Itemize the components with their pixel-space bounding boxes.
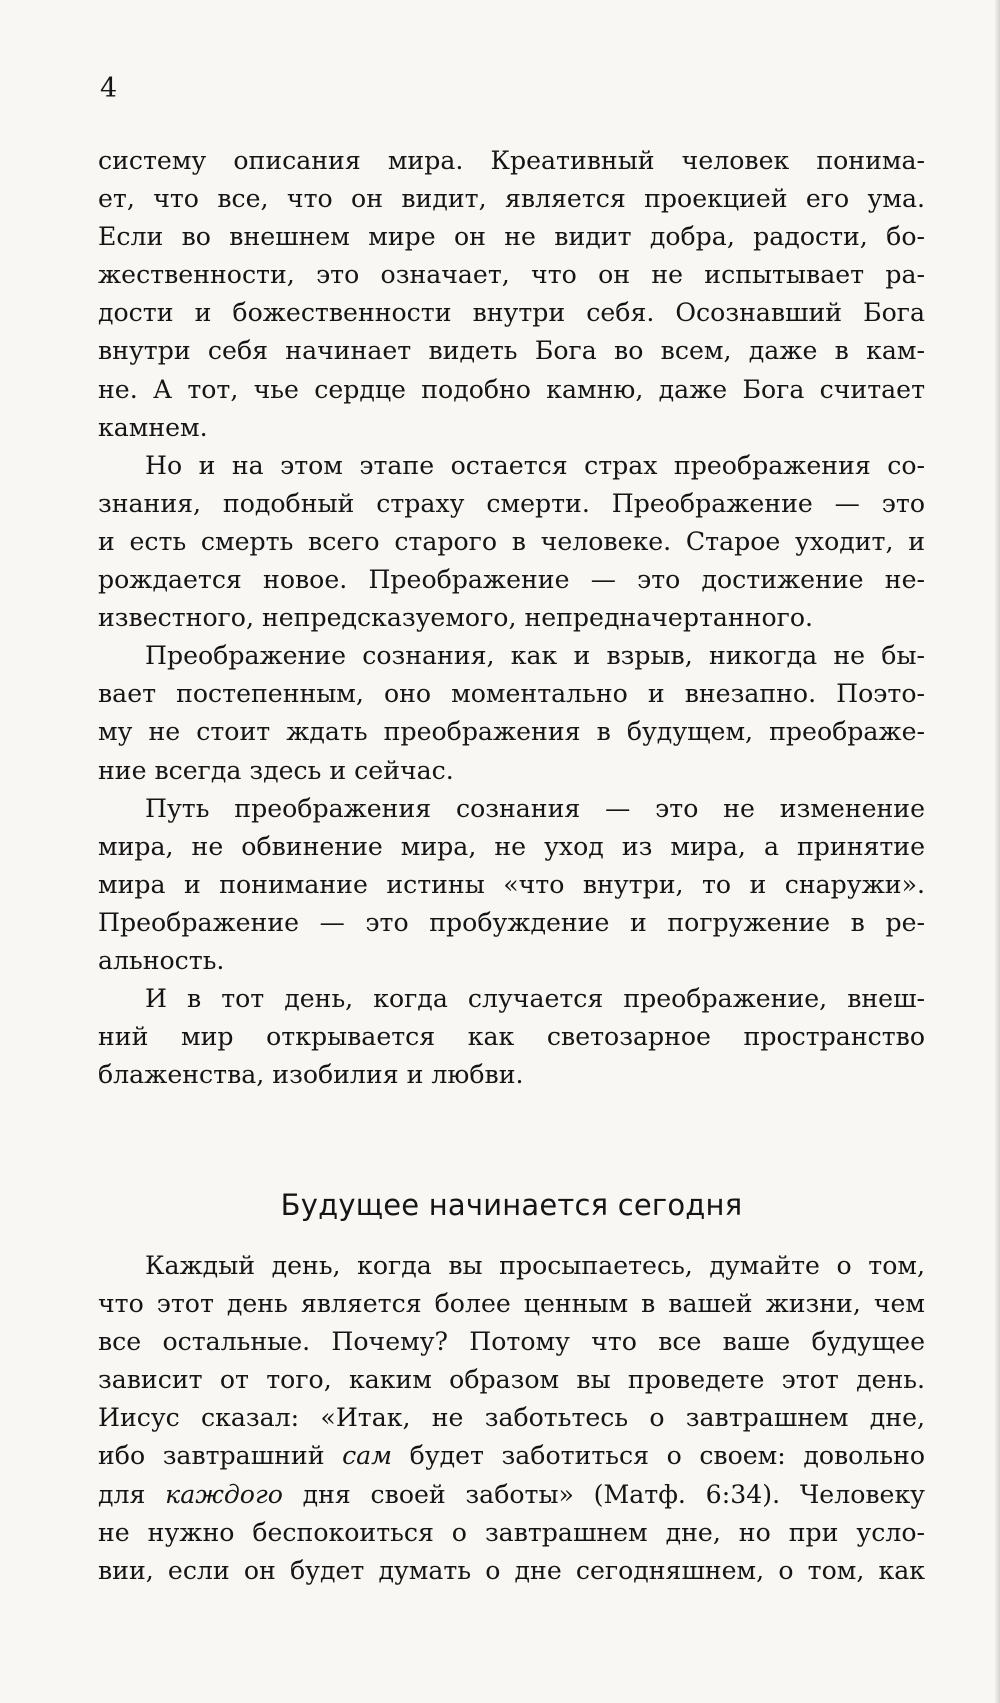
section-heading: Будущее начинается сегодня <box>280 1188 743 1222</box>
italic-text: каждого <box>165 1479 283 1509</box>
text-line: Преображение сознания, как и взрыв, никогда не бы- <box>145 641 925 671</box>
text-line: Если во внешнем мире он не видит добра, радости, бо- <box>98 222 925 252</box>
text-line: Преображение — это пробуждение и погружение в ре- <box>98 907 925 937</box>
text-line: ние всегда здесь и сейчас. <box>98 755 454 785</box>
page-edge-shadow <box>994 0 1000 1703</box>
text-line <box>98 1476 925 1514</box>
text-line: знания, подобный страху смерти. Преображение — это <box>98 488 925 518</box>
text-line: ет, что все, что он видит, является проекцией его ума. <box>98 184 925 214</box>
text-segment: для <box>98 1479 166 1509</box>
text-line: внутри себя начинает видеть Бога во всем, даже в кам- <box>98 336 925 366</box>
text-line: альность. <box>98 945 225 975</box>
text-line: Путь преображения сознания — это не изменение <box>145 793 925 823</box>
text-line: не нужно беспокоиться о завтрашнем дне, но при усло- <box>98 1517 925 1547</box>
text-segment: дня своей заботы» (Матф. 6:34). Человеку <box>282 1479 926 1509</box>
upper-text-block <box>98 142 925 1094</box>
text-line: Но и на этом этапе остается страх преображения со- <box>145 450 925 480</box>
text-line: вает постепенным, оно моментально и внезапно. Поэто- <box>98 679 925 709</box>
text-line: мира, не обвинение мира, не уход из мира, а принятие <box>98 831 925 861</box>
text-line: систему описания мира. Креативный человек понима- <box>98 146 925 175</box>
text-segment: ибо завтрашний <box>98 1441 343 1471</box>
text-line: ний мир открывается как светозарное пространство <box>98 1022 925 1052</box>
lower-text-block <box>98 1247 925 1590</box>
text-line: блаженства, изобилия и любви. <box>98 1060 524 1090</box>
italic-text: сам <box>342 1441 393 1471</box>
text-line: что этот день является более ценным в вашей жизни, чем <box>98 1289 925 1319</box>
text-line: известного, непредсказуемого, непредначертанного. <box>98 603 814 633</box>
text-line: и есть смерть всего старого в человеке. Старое уходит, и <box>98 526 925 556</box>
text-line <box>98 1437 925 1475</box>
text-line: вии, если он будет думать о дне сегодняшнем, о том, как <box>98 1555 925 1585</box>
text-line: все остальные. Почему? Потому что все ваше будущее <box>98 1327 925 1357</box>
page-number: 4 <box>100 73 118 104</box>
text-line: жественности, это означает, что он не испытывает ра- <box>98 260 925 290</box>
text-line: дости и божественности внутри себя. Осознавший Бога <box>98 298 925 328</box>
text-line: зависит от того, каким образом вы проведете этот день. <box>98 1365 925 1395</box>
text-line: Каждый день, когда вы просыпаетесь, думайте о том, <box>145 1251 925 1280</box>
text-line: рождается новое. Преображение — это достижение не- <box>98 565 925 595</box>
text-line: мира и понимание истины «что внутри, то и снаружи». <box>98 869 925 899</box>
text-line: не. А тот, чье сердце подобно камню, даже Бога считает <box>98 374 925 404</box>
text-line: Иисус сказал: «Итак, не заботьтесь о завтрашнем дне, <box>98 1403 925 1433</box>
text-line: камнем. <box>98 412 208 442</box>
text-line: му не стоит ждать преображения в будущем, преображе- <box>98 717 925 747</box>
text-line: И в тот день, когда случается преображение, внеш- <box>145 984 925 1014</box>
text-segment: будет заботиться о своем: довольно <box>392 1441 926 1471</box>
